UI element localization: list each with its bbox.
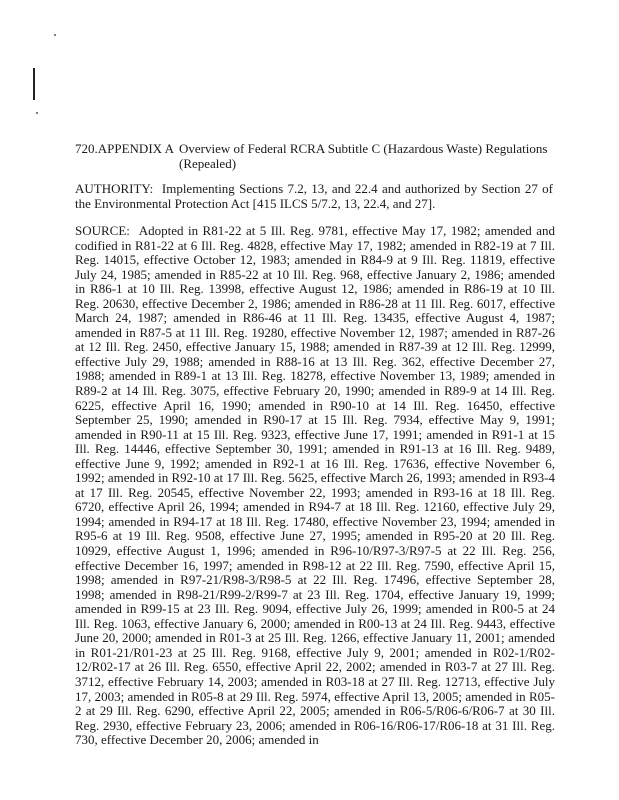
source-label: SOURCE: [75, 223, 130, 238]
section-number: 720.APPENDIX A [75, 141, 174, 156]
source-paragraph [75, 224, 555, 748]
section-title: Overview of Federal RCRA Subtitle C (Hazardous Waste) Regulations (Repealed) [179, 141, 548, 171]
scan-speck [36, 112, 38, 114]
authority-label: AUTHORITY: [75, 181, 154, 196]
scan-speck [54, 34, 56, 36]
authority-paragraph [75, 182, 553, 211]
authority-text: Implementing Sections 7.2, 13, and 22.4 and authorized by Section 27 of the Environmental Protection Act [415 ILCS 5/7.2, 13, 22.4, and 27]. [75, 181, 553, 211]
revision-margin-bar [33, 68, 35, 100]
source-text: Adopted in R81-22 at 5 Ill. Reg. 9781, effective May 17, 1982; amended and codified in R81-22 at 6 Ill. Reg. 4828, effective May 17, 1982; amended in R82-19 at 7 Ill. Reg. 14015, effective October 12, 1983; amended in R84-9 at 9 Ill. Reg. 11819, effective July 24, 1985; amended in R85-22 at 10 Ill. Reg. 968, effective January 2, 1986; amended in R86-1 at 10 Ill. Reg. 13998, effective August 12, 1986; amended in R86-19 at 10 Ill. Reg. 20630, effective December 2, 1986; amended in R86-28 at 11 Ill. Reg. 6017, effective March 24, 1987; amended in R86-46 at 11 Ill. Reg. 13435, effective August 4, 1987; amended in R87-5 at 11 Ill. Reg. 19280, effective November 12, 1987; amended in R87-26 at 12 Ill. Reg. 2450, effective January 15, 1988; amended in R87-39 at 12 Ill. Reg. 12999, effective July 29, 1988; amended in R88-16 at 13 Ill. Reg. 362, effective December 27, 1988; amended in R89-1 at 13 Ill. Reg. 18278, effective November 13, 1989; amended in R89-2 at 14 Ill. Reg. 3075, effective February 20, 1990; amended in R89-9 at 14 Ill. Reg. 6225, effective April 16, 1990; amended in R90-10 at 14 Ill. Reg. 16450, effective September 25, 1990; amended in R90-17 at 15 Ill. Reg. 7934, effective May 9, 1991; amended in R90-11 at 15 Ill. Reg. 9323, effective June 17, 1991; amended in R91-1 at 15 Ill. Reg. 14446, effective September 30, 1991; amended in R91-13 at 16 Ill. Reg. 9489, effective June 9, 1992; amended in R92-1 at 16 Ill. Reg. 17636, effective November 6, 1992; amended in R92-10 at 17 Ill. Reg. 5625, effective March 26, 1993; amended in R93-4 at 17 Ill. Reg. 20545, effective November 22, 1993; amended in R93-16 at 18 Ill. Reg. 6720, effective April 26, 1994; amended in R94-7 at 18 Ill. Reg. 12160, effective July 29, 1994; amended in R94-17 at 18 Ill. Reg. 17480, effective November 23, 1994; amended in R95-6 at 19 Ill. Reg. 9508, effective June 27, 1995; amended in R95-20 at 20 Ill. Reg. 10929, effective August 1, 1996; amended in R96-10/R97-3/R97-5 at 22 Ill. Reg. 256, effective December 16, 1997; amended in R98-12 at 22 Ill. Reg. 7590, effective April 15, 1998; amended in R97-21/R98-3/R98-5 at 22 Ill. Reg. 17496, effective September 28, 1998; amended in R98-21/R99-2/R99-7 at 23 Ill. Reg. 1704, effective January 19, 1999; amended in R99-15 at 23 Ill. Reg. 9094, effective July 26, 1999; amended in R00-5 at 24 Ill. Reg. 1063, effective January 6, 2000; amended in R00-13 at 24 Ill. Reg. 9443, effective June 20, 2000; amended in R01-3 at 25 Ill. Reg. 1266, effective January 11, 2001; amended in R01-21/R01-23 at 25 Ill. Reg. 9168, effective July 9, 2001; amended in R02-1/R02-12/R02-17 at 26 Ill. Reg. 6550, effective April 22, 2002; amended in R03-7 at 27 Ill. Reg. 3712, effective February 14, 2003; amended in R03-18 at 27 Ill. Reg. 12713, effective July 17, 2003; amended in R05-8 at 29 Ill. Reg. 5974, effective April 13, 2005; amended in R05-2 at 29 Ill. Reg. 6290, effective April 22, 2005; amended in R06-5/R06-6/R06-7 at 30 Ill. Reg. 2930, effective February 23, 2006; amended in R06-16/R06-17/R06-18 at 31 Ill. Reg. 730, effective December 20, 2006; amended in [75, 223, 556, 748]
